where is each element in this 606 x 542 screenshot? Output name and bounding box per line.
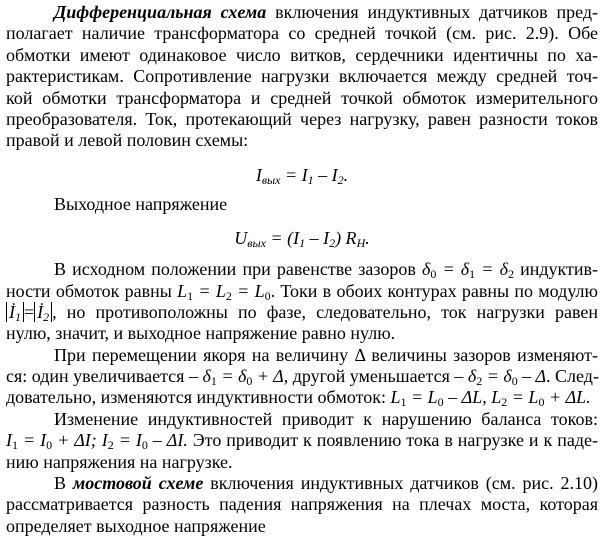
math: = L (193, 280, 226, 301)
math: δ (421, 259, 431, 280)
paragraph-1-line-4: рактеристикам. Сопротивление нагрузки включается между средней точ- (6, 66, 598, 87)
math: – ΔI. (147, 430, 188, 451)
math: – Δ (517, 366, 547, 387)
text: В (54, 473, 73, 494)
paragraph-4-line-2 (6, 366, 598, 387)
paragraph-1-line-2: полагает наличие трансформатора со средней точкой (см. рис. 2.9). Обе (6, 23, 598, 44)
text: ся: один увеличивается – (6, 366, 203, 387)
math-sub: 0 (246, 374, 253, 389)
math-sub: 0 (46, 438, 53, 453)
math: = δ (482, 366, 512, 387)
text: Это приводит к появлению тока в нагрузке и к паде- (187, 430, 599, 451)
math-sub: 2 (107, 438, 114, 453)
math-sub: 0 (141, 438, 148, 453)
math-sub: 2 (337, 172, 344, 187)
math: = δ (475, 259, 508, 280)
math-sub: 1 (469, 267, 476, 282)
paragraph-5-line-3: нию напряжения на нагрузке. (6, 451, 233, 472)
math: – I (313, 164, 338, 185)
paragraph-6-line-1 (6, 473, 598, 494)
math-sub: 1 (210, 374, 217, 389)
math-sub: 1 (187, 288, 194, 303)
math-sub: вых (247, 236, 266, 251)
paragraph-6-line-3: определяет выходное напряжение (6, 515, 266, 536)
math: – ΔL, L (443, 387, 502, 408)
math-sub: 1 (15, 309, 21, 324)
text: . След- (546, 366, 599, 387)
paragraph-1-line-6: преобразователя. Ток, протекающий через нагрузку, равен разности токов (6, 108, 598, 129)
math: I (6, 430, 12, 451)
math: U (234, 228, 248, 249)
math: L (177, 280, 188, 301)
paragraph-3-line-1 (6, 259, 598, 280)
paragraph-3-line-3: $İ_1$ = $İ_2$ , но противоположны по фазе, следовательно, ток нагрузки равен (6, 302, 598, 323)
math-sub: 0 (264, 288, 271, 303)
text: , другой уменьшается – (283, 366, 468, 387)
math: . (365, 228, 370, 249)
math: = L (507, 387, 539, 408)
text: . Токи в обоих контурах равны по модулю (270, 280, 598, 301)
math: δ (202, 366, 211, 387)
math: = I (18, 430, 47, 451)
math-sub: 0 (430, 267, 437, 282)
math-sub: 2 (476, 374, 483, 389)
text: В исходном положении при равенстве зазоров (54, 259, 422, 280)
math-sub: 0 (437, 395, 444, 410)
paragraph-5-line-2 (6, 430, 598, 451)
abs-current-1 (6, 302, 24, 322)
math: = L (406, 387, 438, 408)
paragraph-1-line-5: кой обмотки трансформатора и средней точкой обмоток измерительного (6, 87, 598, 108)
math: İ (37, 301, 44, 322)
text: включения индуктивных датчиков (см. рис. 2.10) (203, 473, 598, 494)
paragraph-3-line-2 (6, 281, 598, 302)
paragraph-5-line-1: Изменение индуктивностей приводит к нарушению баланса токов: (54, 408, 598, 429)
formula-output-current (6, 158, 598, 192)
math: = (I (265, 228, 300, 249)
paragraph-1-line-3: обмотки имеют одинаковое число витков, сердечники идентичны по ха- (6, 44, 598, 65)
math: – I (305, 228, 330, 249)
paragraph-6-line-2: рассматривается разность падения напряжения на плечах моста, которая (6, 494, 598, 515)
math: L (390, 387, 401, 408)
math: = I (280, 164, 308, 185)
paragraph-3-line-4: нулю, значит, и выходное напряжение равно нулю. (6, 323, 396, 344)
math: = δ (436, 259, 470, 280)
math: I (255, 164, 262, 185)
math-sub: 2 (501, 395, 508, 410)
text: индуктив- (513, 259, 599, 280)
math-sub: 1 (400, 395, 407, 410)
text: , но противоположны по фазе, следовательно, ток нагрузки равен (52, 301, 598, 322)
math-sub: 1 (299, 236, 306, 251)
math-sub: 2 (329, 236, 336, 251)
term-bridge-scheme: мостовой схеме (72, 473, 204, 494)
text: включения индуктивных датчиков пред- (266, 2, 598, 22)
math-sub: 1 (12, 438, 18, 453)
math: + Δ (252, 366, 284, 387)
text: ности обмоток равны (6, 280, 178, 301)
math: = L (231, 280, 265, 301)
math: + ΔI; I (52, 430, 108, 451)
math-sub: 1 (307, 172, 314, 187)
math: + ΔL. (544, 387, 591, 408)
term-differential-scheme: Дифференциальная схема (54, 2, 267, 22)
math-sub: вых (261, 172, 281, 187)
math: δ (467, 366, 477, 387)
paragraph-4-line-3 (6, 387, 598, 408)
math: = I (113, 430, 142, 451)
math-sub: 2 (43, 309, 50, 324)
paragraph-2: Выходное напряжение (54, 193, 228, 214)
math-sub: 2 (507, 267, 514, 282)
math: ) R (335, 228, 357, 249)
math: İ (9, 301, 15, 322)
paragraph-1-line-7: правой и левой половин схемы: (6, 130, 249, 151)
math-sub: 0 (511, 374, 518, 389)
math: . (343, 164, 349, 185)
math-sub: H (356, 236, 366, 251)
abs-current-2 (34, 302, 52, 322)
math-sub: 0 (538, 395, 545, 410)
math: = δ (216, 366, 247, 387)
paragraph-4-line-1: При перемещении якоря на величину Δ величины зазоров изменяют- (54, 344, 598, 365)
text: довательно, изменяются индуктивности обмоток: (6, 387, 391, 408)
formula-output-voltage (6, 221, 598, 255)
math-sub: 2 (225, 288, 232, 303)
paragraph-1-line-1 (6, 2, 598, 23)
